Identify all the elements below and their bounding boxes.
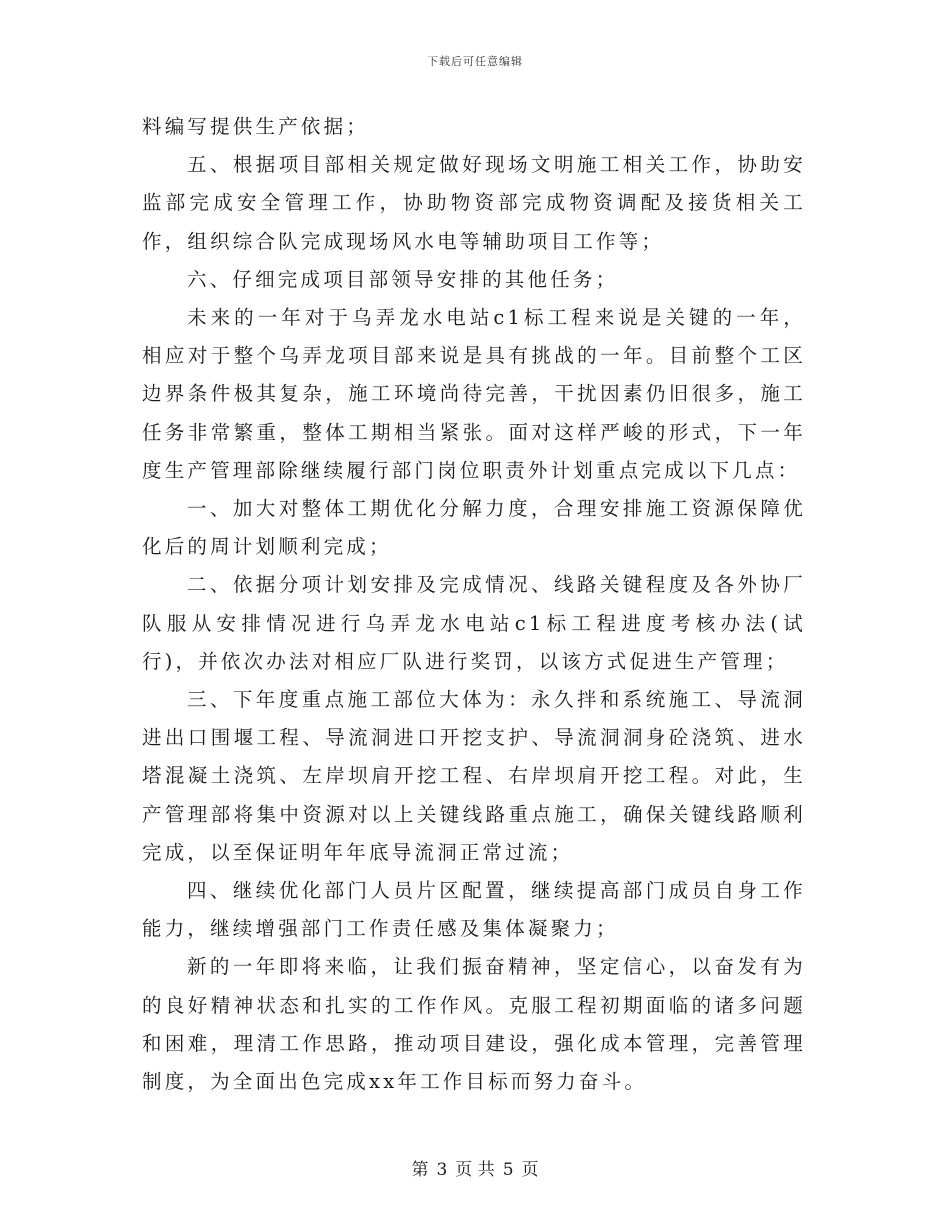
document-body <box>142 108 806 1101</box>
total-page-count: 5 <box>502 1160 514 1180</box>
paragraph: 四、继续优化部门人员片区配置，继续提高部门成员自身工作能力，继续增强部门工作责任感及集体凝聚力； <box>142 879 806 941</box>
current-page-number: 3 <box>436 1160 448 1180</box>
page-footer-prefix: 第 <box>411 1160 429 1180</box>
paragraph: 料编写提供生产依据； <box>142 115 370 138</box>
paragraph: 五、根据项目部相关规定做好现场文明施工相关工作，协助安监部完成安全管理工作，协助物资部完成物资调配及接货相关工作，组织综合队完成现场风水电等辅助项目工作等； <box>142 153 806 253</box>
page-footer-suffix: 页 <box>521 1160 539 1180</box>
paragraph: 三、下年度重点施工部位大体为：永久拌和系统施工、导流洞进出口围堰工程、导流洞进口开挖支护、导流洞洞身砼浇筑、进水塔混凝土浇筑、左岸坝肩开挖工程、右岸坝肩开挖工程。对此，生产管理部将集中资源对以上关键线路重点施工，确保关键线路顺利完成，以至保证明年年底导流洞正常过流； <box>142 688 806 864</box>
paragraph: 二、依据分项计划安排及完成情况、线路关键程度及各外协厂队服从安排情况进行乌弄龙水电站c1标工程进度考核办法(试行)，并依次办法对相应厂队进行奖罚，以该方式促进生产管理； <box>142 573 806 673</box>
paragraph: 一、加大对整体工期优化分解力度，合理安排施工资源保障优化后的周计划顺利完成； <box>142 497 806 559</box>
page-footer-mid: 页 共 <box>455 1160 495 1180</box>
page-header-note: 下载后可任意编辑 <box>427 55 523 68</box>
page-number-footer <box>0 1155 950 1180</box>
paragraph: 六、仔细完成项目部领导安排的其他任务； <box>187 267 619 291</box>
paragraph: 新的一年即将来临，让我们振奋精神，坚定信心，以奋发有为的良好精神状态和扎实的工作作风。克服工程初期面临的诸多问题和困难，理清工作思路，推动项目建设，强化成本管理，完善管理制度，为全面出色完成xx年工作目标而努力奋斗。 <box>142 955 806 1094</box>
paragraph: 未来的一年对于乌弄龙水电站c1标工程来说是关键的一年，相应对于整个乌弄龙项目部来说是具有挑战的一年。目前整个工区边界条件极其复杂，施工环境尚待完善，干扰因素仍旧很多，施工任务非常繁重，整体工期相当紧张。面对这样严峻的形式，下一年度生产管理部除继续履行部门岗位职责外计划重点完成以下几点： <box>142 306 806 482</box>
